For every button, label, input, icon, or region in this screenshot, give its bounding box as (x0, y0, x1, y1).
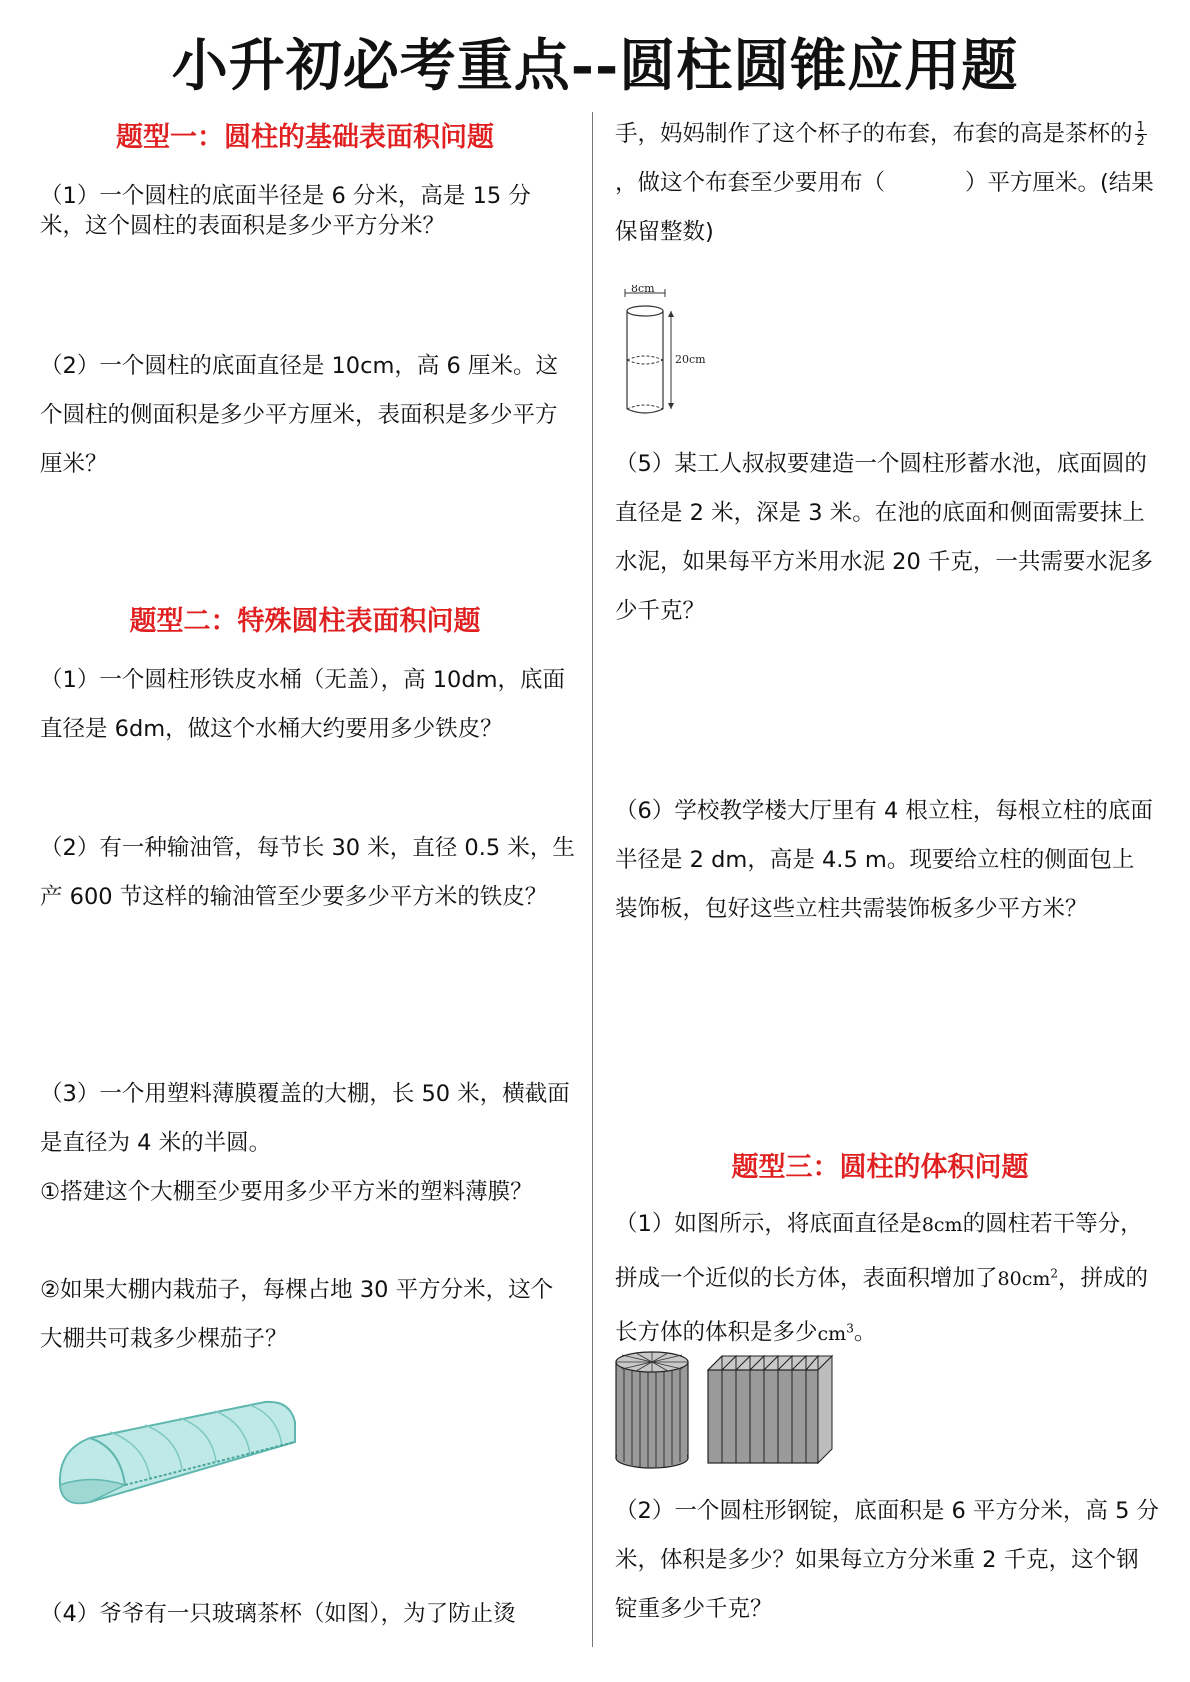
q4-text-b: ，做这个布套至少要用布（ (615, 170, 886, 196)
section1-question-2: （2）一个圆柱的底面直径是 10cm，高 6 厘米。这个圆柱的侧面积是多少平方厘米，表面积是多少平方厘米？ (40, 353, 559, 477)
q1-text-a: （1）如图所示，将底面直径是 (615, 1211, 922, 1237)
q1-text-c: ，拼成的长方体的体积是多少 (615, 1265, 1149, 1346)
section2-question-4-start: （4）爷爷有一只玻璃茶杯（如图），为了防止烫 (40, 1601, 516, 1627)
q4-text-a: 手，妈妈制作了这个杯子的布套，布套的高是茶杯的 (615, 121, 1133, 147)
page-title: 小升初必考重点--圆柱圆锥应用题 (171, 33, 1019, 99)
diameter-value: 8cm (921, 1214, 963, 1236)
section2-question-2: （2）有一种输油管，每节长 30 米，直径 0.5 米，生产 600 节这样的输油管至少要多少平方米的铁皮？ (40, 835, 575, 910)
cup-diameter-label: 8cm (631, 285, 655, 295)
q1-text-d: 。 (853, 1319, 877, 1346)
cup-diagram (615, 285, 725, 425)
section2-question-3-part-a: ①搭建这个大棚至少要用多少平方米的塑料薄膜？ (40, 1179, 533, 1205)
column-divider (592, 112, 593, 1647)
section2-question-3-part-b: ②如果大棚内栽茄子，每棵占地 30 平方分米，这个大棚共可栽多少棵茄子？ (40, 1277, 554, 1352)
fraction-denominator: 2 (1136, 134, 1145, 149)
cylinder-to-cuboid-diagram (612, 1350, 842, 1475)
fraction-numerator: 1 (1136, 120, 1145, 135)
q1-text-b: 的圆柱若干等分，拼成一个近似的长方体，表面积增加了 (615, 1211, 1143, 1292)
area-exponent: 2 (1050, 1267, 1058, 1281)
fraction-one-half (1135, 121, 1147, 148)
section3-question-1 (615, 1200, 1160, 1359)
section2-question-5: （5）某工人叔叔要建造一个圆柱形蓄水池，底面圆的直径是 2 米，深是 3 米。在池的底面和侧面需要抹上水泥，如果每平方米用水泥 20 千克，一共需要水泥多少千克？ (615, 451, 1153, 624)
section1-question-1: （1）一个圆柱的底面半径是 6 分米，高是 15 分米，这个圆柱的表面积是多少平方分米？ (40, 183, 531, 239)
area-increase-value (998, 1268, 1058, 1290)
section3-question-2: （2）一个圆柱形钢锭，底面积是 6 平方分米，高 5 分米，体积是多少？如果每立方分米重 2 千克，这个钢锭重多少千克？ (615, 1498, 1160, 1622)
q4-text-c: ）平方厘米。(结果保留整数) (615, 170, 1154, 245)
unit-exponent: 3 (846, 1321, 854, 1336)
section2-question-6: （6）学校教学楼大厅里有 4 根立柱，每根立柱的底面半径是 2 dm，高是 4.5 m。现要给立柱的侧面包上装饰板，包好这些立柱共需装饰板多少平方米？ (615, 798, 1153, 922)
greenhouse-illustration (50, 1390, 300, 1510)
section2-question-4-continued (615, 110, 1160, 257)
section2-heading: 题型二：特殊圆柱表面积问题 (129, 606, 481, 637)
unit-value: cm (817, 1322, 847, 1345)
volume-unit (818, 1323, 854, 1345)
section3-heading: 题型三：圆柱的体积问题 (731, 1152, 1029, 1183)
section2-question-3-intro: （3）一个用塑料薄膜覆盖的大棚，长 50 米，横截面是直径为 4 米的半圆。 (40, 1081, 570, 1156)
section2-question-1: （1）一个圆柱形铁皮水桶（无盖），高 10dm，底面直径是 6dm，做这个水桶大约要用多少铁皮？ (40, 667, 566, 742)
section1-heading: 题型一：圆柱的基础表面积问题 (116, 122, 494, 153)
cup-height-label: 20cm (675, 353, 706, 366)
area-value: 80cm (997, 1268, 1051, 1291)
